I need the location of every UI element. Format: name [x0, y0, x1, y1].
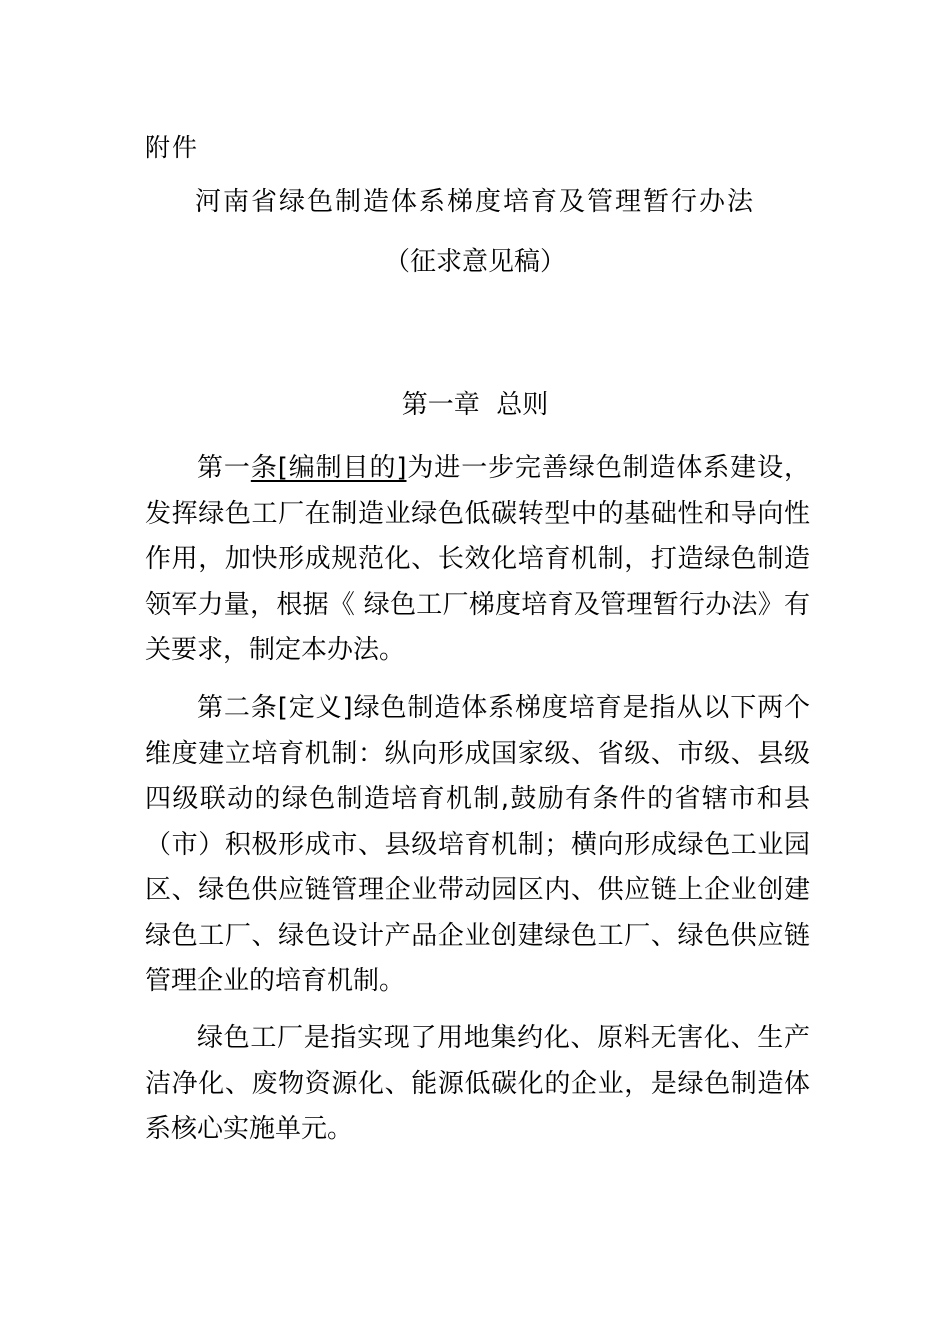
article-1-heading: 条[编制目的]: [250, 453, 407, 483]
article-1-paragraph: [145, 446, 810, 674]
green-factory-definition-paragraph: 绿色工厂是指实现了用地集约化、原料无害化、生产洁净化、废物资源化、能源低碳化的企业，是绿色制造体系核心实施单元。: [145, 1023, 810, 1144]
article-1-number: 第一: [197, 453, 251, 483]
chapter-title: 第一章 总则: [401, 390, 549, 420]
document-title: 河南省绿色制造体系梯度培育及管理暂行办法: [194, 187, 755, 217]
article-1-text: 为进一步完善绿色制造体系建设，发挥绿色工厂在制造业绿色低碳转型中的基础性和导向性作用，加快形成规范化、长效化培育机制，打造绿色制造领军力量，根据《 绿色工厂梯度培育及管理暂行办法》有关要求，制定本办法。: [145, 453, 810, 665]
attachment-label: 附件: [145, 133, 200, 162]
document-subtitle: （征求意见稿）: [383, 247, 566, 277]
article-2-paragraph: 第二条[定义]绿色制造体系梯度培育是指从以下两个维度建立培育机制：纵向形成国家级、省级、市级、县级四级联动的绿色制造培育机制,鼓励有条件的省辖市和县（市）积极形成市、县级培育机制；横向形成绿色工业园区、绿色供应链管理企业带动园区内、供应链上企业创建绿色工厂、绿色设计产品企业创建绿色工厂、绿色供应链管理企业的培育机制。: [145, 693, 810, 996]
